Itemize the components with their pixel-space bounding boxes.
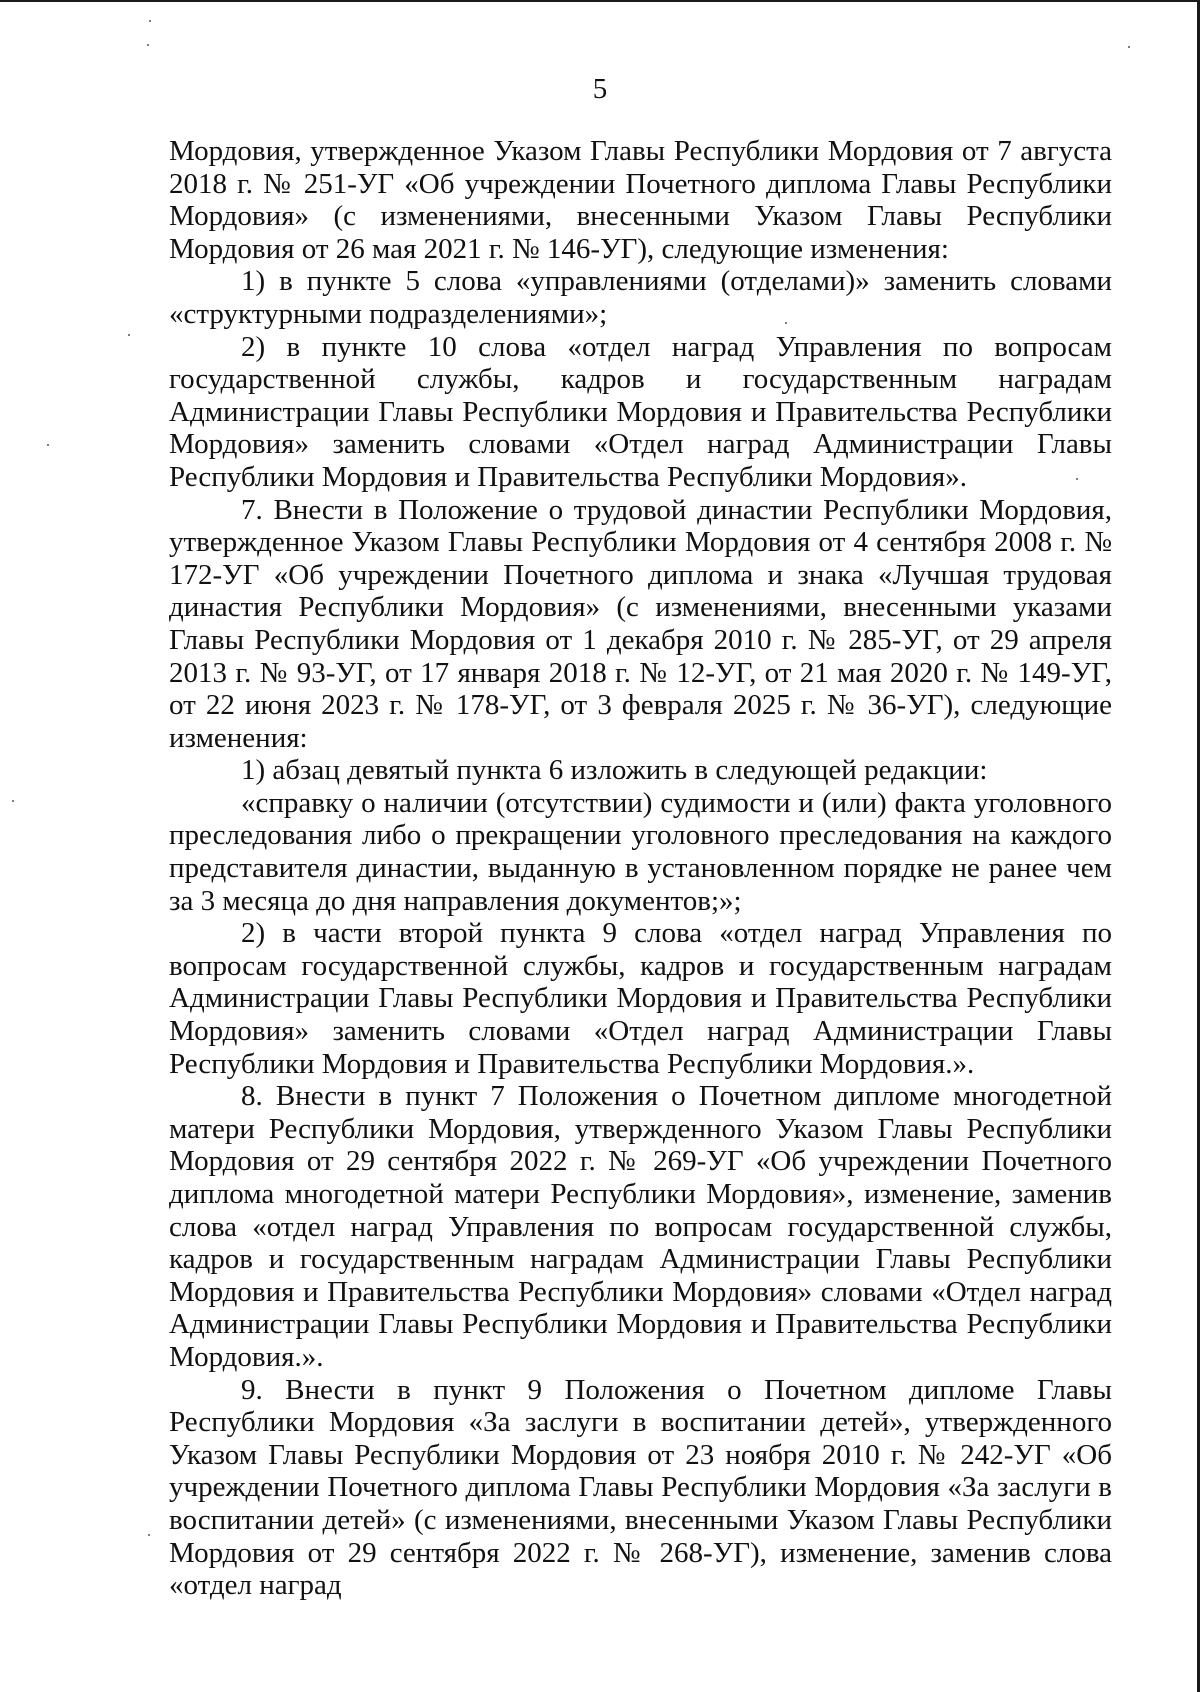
- paragraph-item-7-1: 1) абзац девятый пункта 6 изложить в следующей редакции:: [241, 754, 988, 787]
- scan-speck: [1128, 46, 1130, 48]
- paragraph-clause-7: 7. Внести в Положение о трудовой династии Республики Мордовия, утвержденное Указом Главы Республики Мордовия от 4 сентября 2008 г. № 172-УГ «Об учреждении Почетного диплома и знака «Лучшая трудовая династия Республики Мордовия» (с изменениями, внесенными указами Главы Республики Мордовия от 1 декабря 2010 г. № 285-УГ, от 29 апреля 2013 г. № 93-УГ, от 17 января 2018 г. № 12-УГ, от 21 мая 2020 г. № 149-УГ, от 22 июня 2023 г. № 178-УГ, от 3 февраля 2025 г. № 36-УГ), следующие изменения:: [169, 493, 1112, 754]
- scan-speck: [148, 1534, 150, 1536]
- scan-speck: [149, 20, 151, 22]
- paragraph-item-7-1-text: «справку о наличии (отсутствии) судимости и (или) факта уголовного преследования либо о прекращении уголовного преследования на каждого представителя династии, выданную в установленном порядке не ранее чем за 3 месяца до дня направления документов;»;: [169, 786, 1112, 917]
- scan-speck: [47, 444, 49, 446]
- page-number: 5: [592, 73, 608, 105]
- scan-speck: [147, 44, 149, 46]
- paragraph-item-7-2: 2) в части второй пункта 9 слова «отдел наград Управления по вопросам государственной службы, кадров и государственным наградам Администрации Главы Республики Мордовия и Правительства Республики Мордовия» заменить словами «Отдел наград Администрации Главы Республики Мордовия и Правительства Республики Мордовия.».: [169, 917, 1112, 1080]
- paragraph-clause-8: 8. Внести в пункт 7 Положения о Почетном дипломе многодетной матери Республики Мордовия, утвержденного Указом Главы Республики Мордовия от 29 сентября 2022 г. № 269-УГ «Об учреждении Почетного диплома многодетной матери Республики Мордовия», изменение, заменив слова «отдел наград Управления по вопросам государственной службы, кадров и государственным наградам Администрации Главы Республики Мордовия и Правительства Республики Мордовия» словами «Отдел наград Администрации Главы Республики Мордовия и Правительства Республики Мордовия.».: [169, 1080, 1112, 1373]
- paragraph-clause-9: 9. Внести в пункт 9 Положения о Почетном дипломе Главы Республики Мордовия «За заслуги в воспитании детей», утвержденного Указом Главы Республики Мордовия от 23 ноября 2010 г. № 242-УГ «Об учреждении Почетного диплома Главы Республики Мордовия «За заслуги в воспитании детей» (с изменениями, внесенными Указом Главы Республики Мордовия от 29 сентября 2022 г. № 268-УГ), изменение, заменив слова «отдел наград: [169, 1373, 1112, 1602]
- paragraph-continuation: Мордовия, утвержденное Указом Главы Республики Мордовия от 7 августа 2018 г. № 251-УГ «Об учреждении Почетного диплома Главы Республики Мордовия» (с изменениями, внесенными Указом Главы Республики Мордовия от 26 мая 2021 г. № 146-УГ), следующие изменения:: [169, 135, 1112, 265]
- scan-border-top: [0, 0, 1200, 2]
- paragraph-item-6-2: 2) в пункте 10 слова «отдел наград Управления по вопросам государственной службы, кадров и государственным наградам Администрации Главы Республики Мордовия и Правительства Республики Мордовия» заменить словами «Отдел наград Администрации Главы Республики Мордовия и Правительства Республики Мордовия».: [169, 330, 1112, 493]
- scan-speck: [128, 334, 130, 336]
- paragraph-item-6-1: 1) в пункте 5 слова «управлениями (отделами)» заменить словами «структурными подразделениями»;: [169, 265, 1112, 330]
- document-body: [169, 135, 1112, 1602]
- scan-speck: [12, 800, 14, 802]
